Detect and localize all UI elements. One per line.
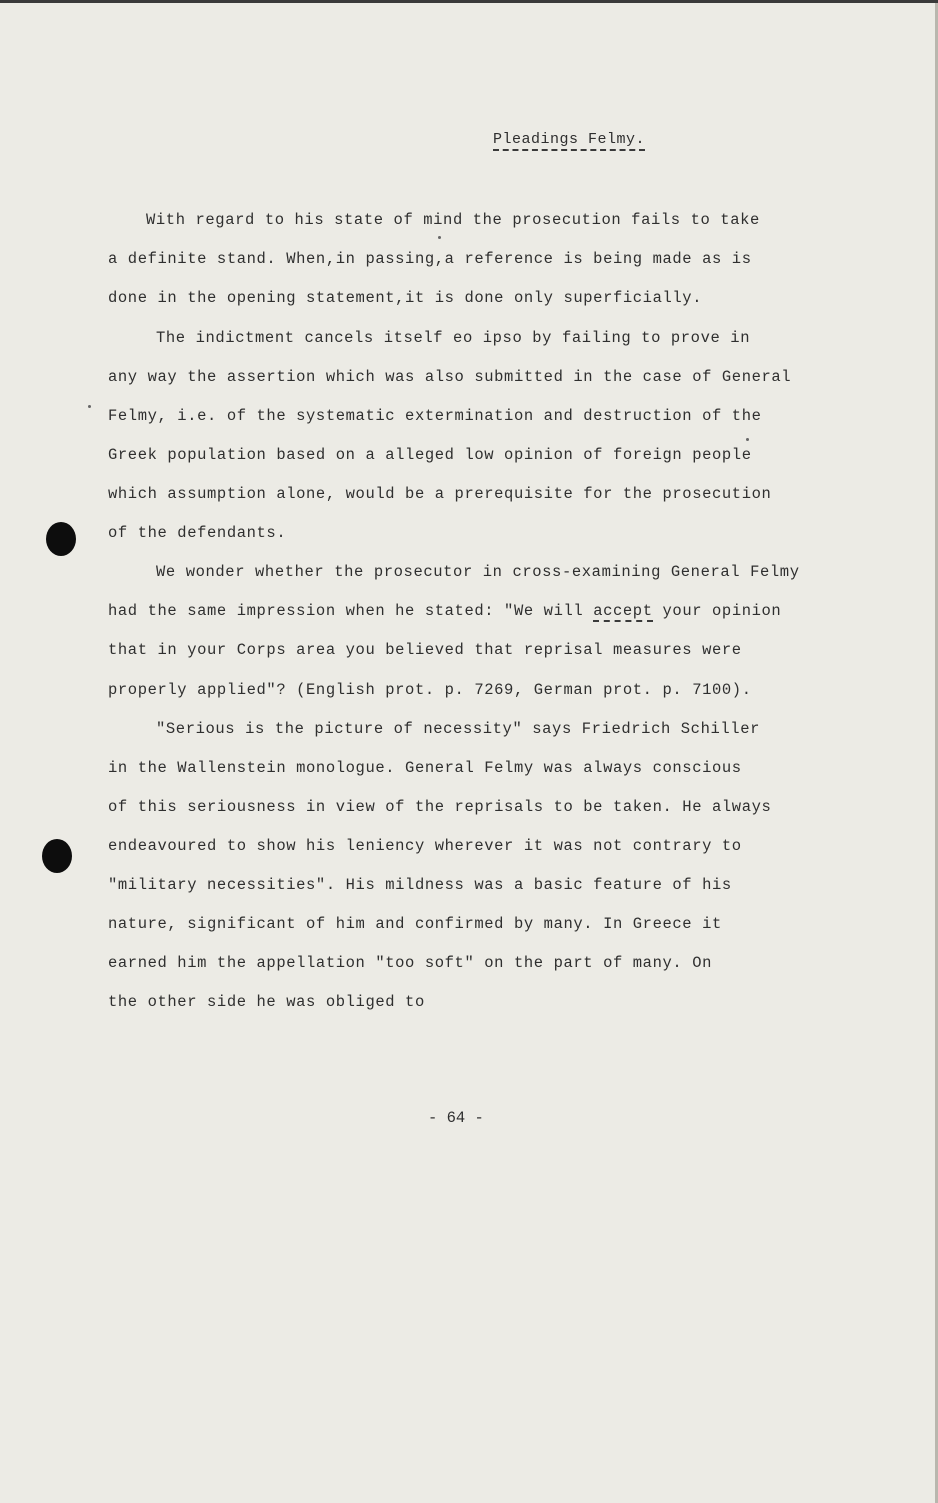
text-segment: had the same impression when he stated: "We will <box>108 602 594 620</box>
text-line: of the defendants. <box>108 524 287 542</box>
text-line: which assumption alone, would be a prerequisite for the prosecution <box>108 485 772 503</box>
punch-hole-icon <box>46 522 76 556</box>
text-line: Greek population based on a alleged low opinion of foreign people <box>108 446 752 464</box>
paper-speck <box>88 405 91 408</box>
paper-speck <box>438 236 441 239</box>
text-line: done in the opening statement,it is done only superficially. <box>108 289 703 307</box>
text-line: a definite stand. When,in passing,a reference is being made as is <box>108 250 752 268</box>
text-line: "Serious is the picture of necessity" says Friedrich Schiller <box>156 720 760 738</box>
text-line: any way the assertion which was also submitted in the case of General <box>108 368 792 386</box>
text-line: The indictment cancels itself eo ipso by failing to prove in <box>156 329 751 347</box>
page-number: - 64 - <box>428 1109 484 1127</box>
text-line: endeavoured to show his leniency wherever it was not contrary to <box>108 837 742 855</box>
punch-hole-icon <box>42 839 72 873</box>
text-line: properly applied"? (English prot. p. 7269, German prot. p. 7100). <box>108 681 752 699</box>
text-line: in the Wallenstein monologue. General Felmy was always conscious <box>108 759 742 777</box>
text-line: Felmy, i.e. of the systematic extermination and destruction of the <box>108 407 762 425</box>
text-line-with-underline <box>108 602 781 620</box>
text-line: earned him the appellation "too soft" on the part of many. On <box>108 954 712 972</box>
text-line: the other side he was obliged to <box>108 993 425 1011</box>
document-heading: Pleadings Felmy. <box>493 131 645 151</box>
text-line: that in your Corps area you believed that reprisal measures were <box>108 641 742 659</box>
paper-speck <box>746 438 749 441</box>
text-line: of this seriousness in view of the reprisals to be taken. He always <box>108 798 772 816</box>
text-line: With regard to his state of mind the prosecution fails to take <box>146 211 760 229</box>
underlined-word: accept <box>593 602 653 620</box>
text-line: We wonder whether the prosecutor in cross-examining General Felmy <box>156 563 800 581</box>
text-line: nature, significant of him and confirmed by many. In Greece it <box>108 915 722 933</box>
text-segment: your opinion <box>652 602 782 620</box>
text-line: "military necessities". His mildness was a basic feature of his <box>108 876 732 894</box>
